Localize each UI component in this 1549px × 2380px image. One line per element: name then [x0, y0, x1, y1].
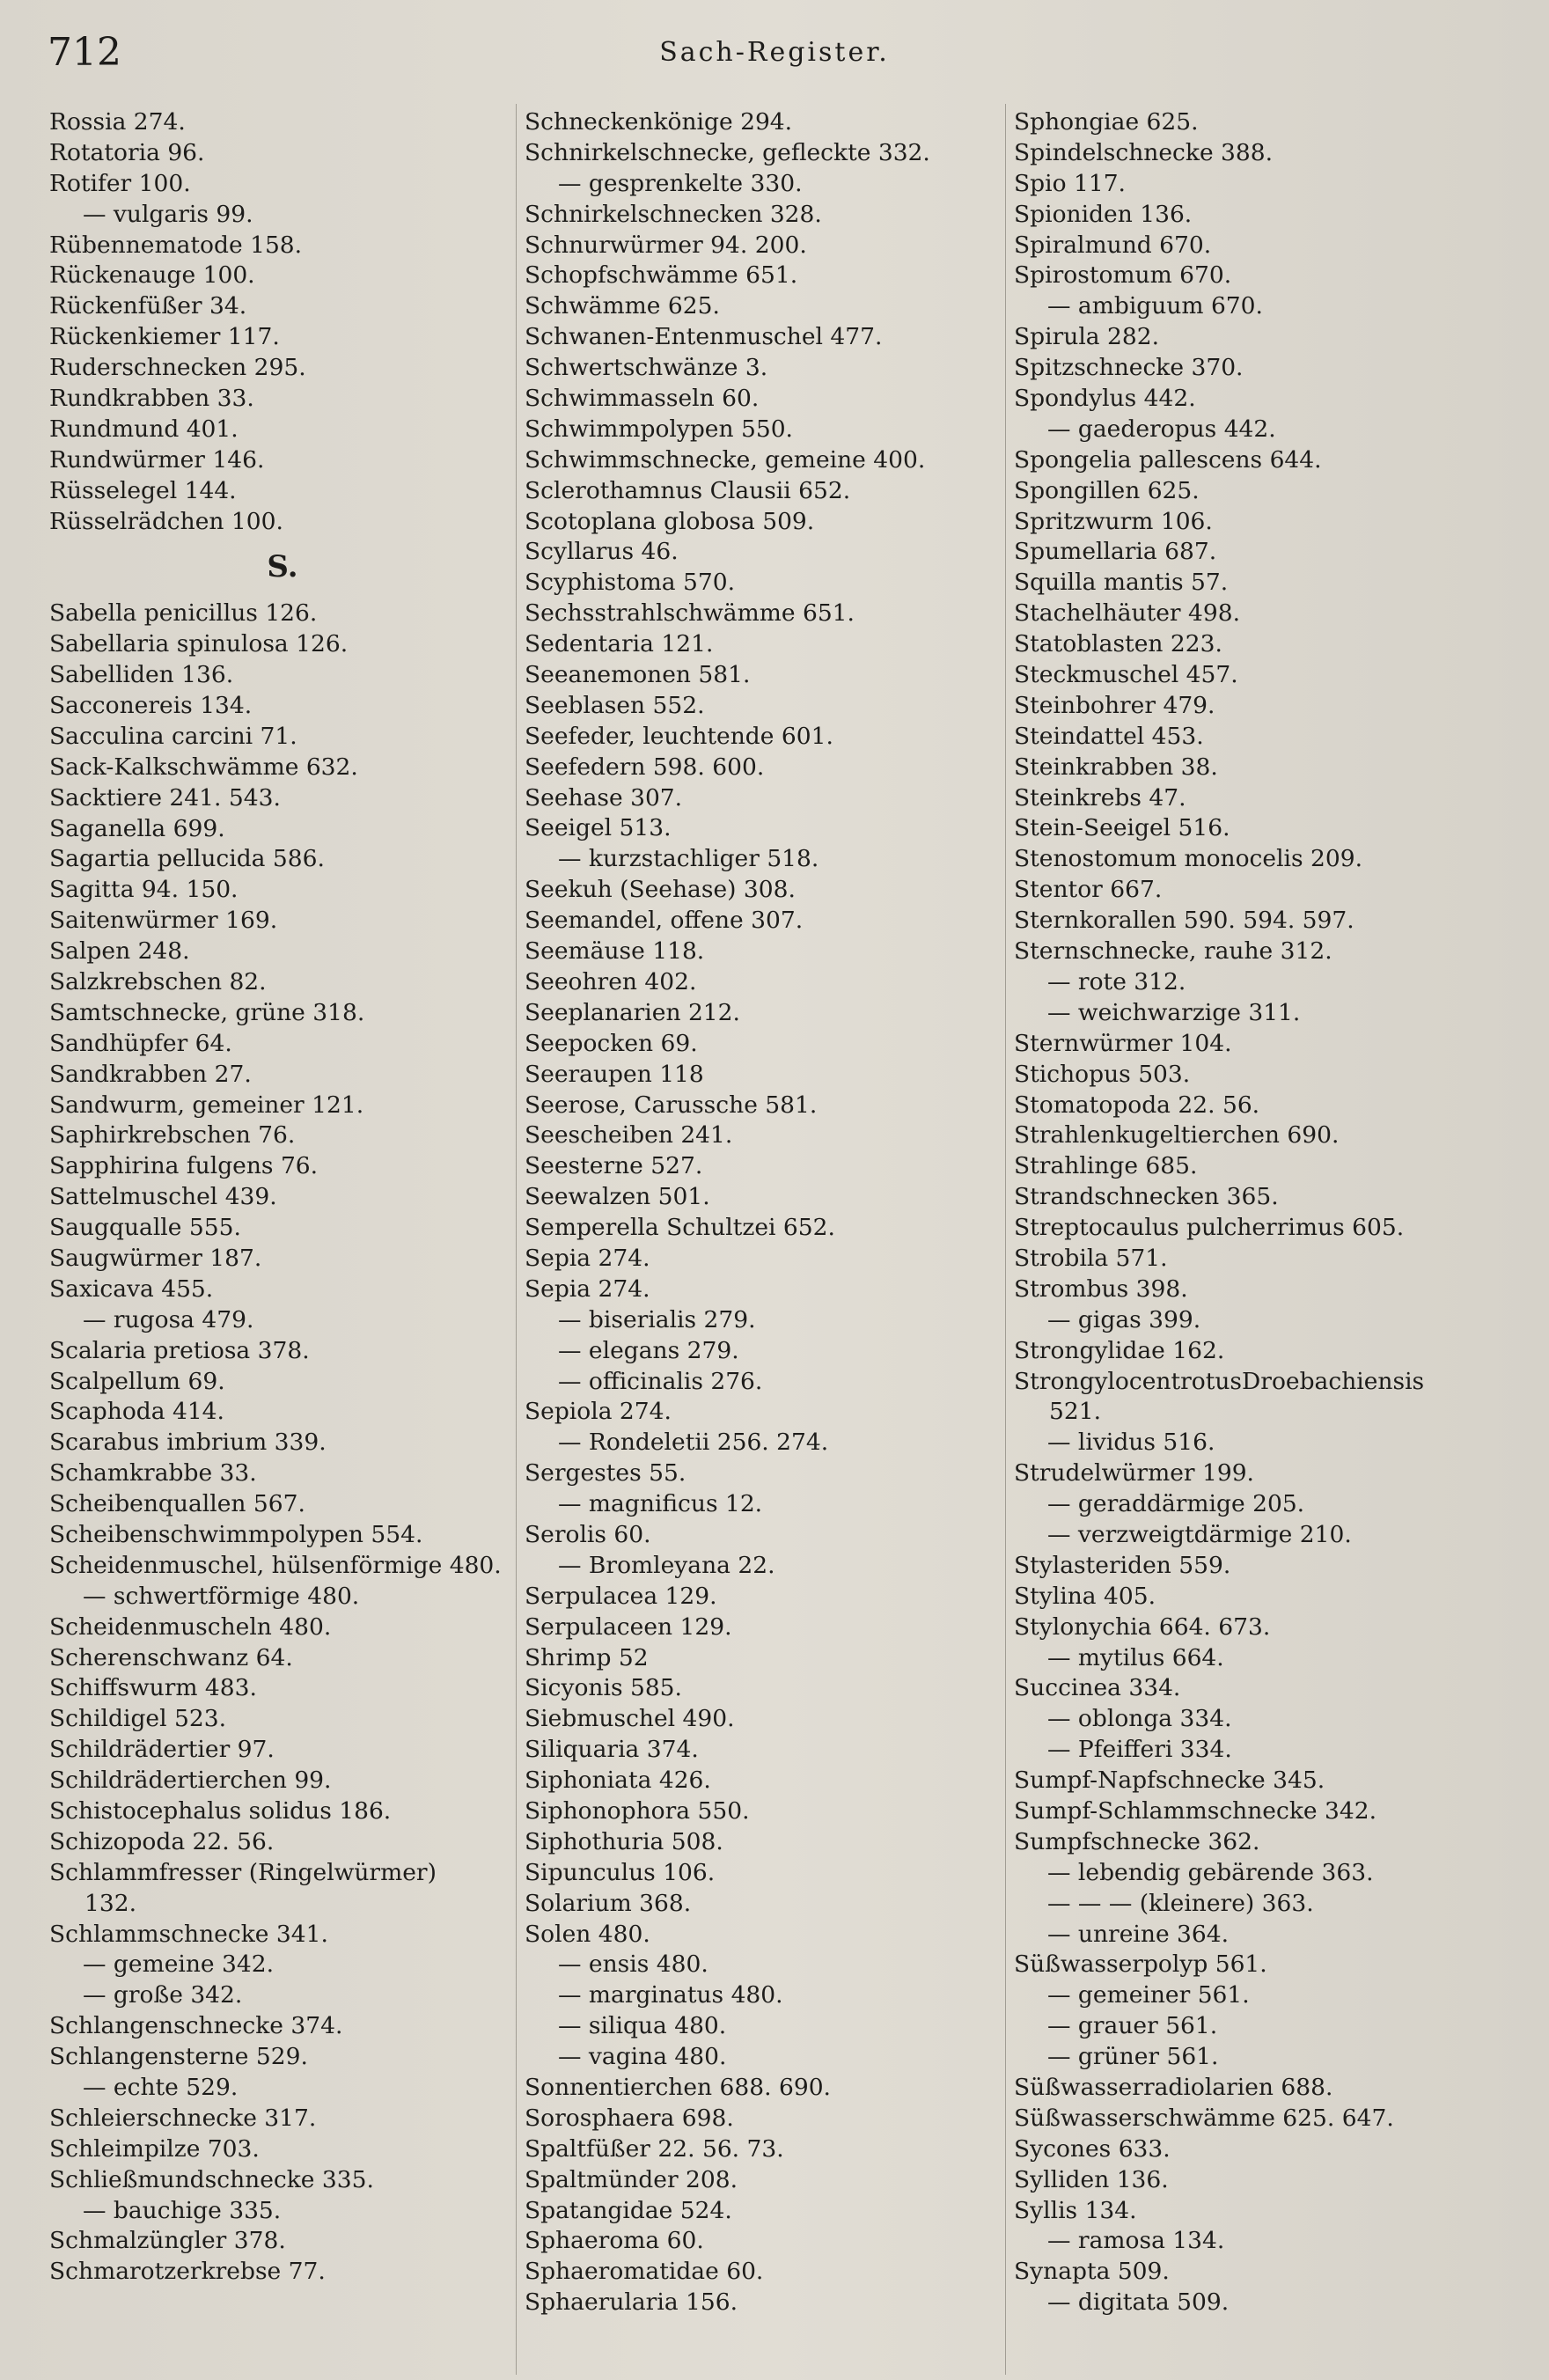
- index-entry: Seepocken 69.: [525, 1029, 698, 1057]
- index-entry: Rückenauge 100.: [49, 261, 255, 290]
- index-entry: Rotifer 100.: [49, 169, 191, 197]
- index-entry: Schildrädertierchen 99.: [49, 1767, 332, 1795]
- index-entry: Salzkrebschen 82.: [49, 967, 267, 995]
- index-entry: Seewalzen 501.: [525, 1183, 710, 1211]
- index-entry: Schlammschnecke 341.: [49, 1920, 328, 1948]
- index-entry: Siphonophora 550.: [525, 1796, 750, 1825]
- index-entry: Sumpf-Napfschnecke 345.: [1014, 1767, 1325, 1795]
- index-entry: — grüner 561.: [1047, 2043, 1219, 2071]
- index-entry: 521.: [1049, 1398, 1102, 1426]
- index-entry: Sagartia pellucida 586.: [49, 845, 325, 873]
- index-entry: Strahlenkugeltierchen 690.: [1014, 1121, 1340, 1150]
- index-entry: Sicyonis 585.: [525, 1674, 682, 1702]
- index-entry: — grauer 561.: [1047, 2012, 1218, 2040]
- index-entry: Strobila 571.: [1014, 1244, 1168, 1272]
- index-entry: Rübennematode 158.: [49, 231, 303, 259]
- index-entry: Rossia 274.: [49, 108, 186, 136]
- index-entry: — echte 529.: [83, 2074, 239, 2102]
- index-entry: Stylina 405.: [1014, 1582, 1156, 1610]
- index-entry: — schwertförmige 480.: [83, 1582, 360, 1610]
- index-entry: Saxicava 455.: [49, 1274, 214, 1303]
- index-entry: Salpen 248.: [49, 937, 190, 966]
- index-entry: Stichopus 503.: [1014, 1060, 1191, 1088]
- index-entry: Ruderschnecken 295.: [49, 354, 306, 382]
- index-entry: Strahlinge 685.: [1014, 1152, 1198, 1180]
- index-entry: Seehase 307.: [525, 783, 683, 812]
- index-entry: Statoblasten 223.: [1014, 630, 1222, 658]
- index-entry: — Pfeifferi 334.: [1047, 1736, 1232, 1764]
- running-head: Sach-Register.: [659, 37, 890, 68]
- index-entry: Seeraupen 118: [525, 1060, 704, 1088]
- index-entry: — große 342.: [83, 1981, 243, 2009]
- index-entry: — magnificus 12.: [558, 1490, 763, 1518]
- index-entry: — digitata 509.: [1047, 2288, 1230, 2317]
- index-entry: Seeanemonen 581.: [525, 661, 751, 689]
- index-entry: Sepia 274.: [525, 1244, 650, 1272]
- index-entry: Sattelmuschel 439.: [49, 1183, 277, 1211]
- index-entry: Sepiola 274.: [525, 1398, 672, 1426]
- index-entry: Schlangensterne 529.: [49, 2043, 308, 2071]
- index-entry: — officinalis 276.: [558, 1367, 763, 1395]
- index-entry: Spaltfüßer 22. 56. 73.: [525, 2134, 784, 2163]
- index-entry: Schwimmpolypen 550.: [525, 415, 793, 443]
- index-entry: Steinkrabben 38.: [1014, 753, 1218, 781]
- index-entry: Steinkrebs 47.: [1014, 783, 1186, 812]
- index-entry: Schistocephalus solidus 186.: [49, 1797, 392, 1825]
- index-entry: Seeigel 513.: [525, 814, 672, 842]
- page-number: 712: [48, 30, 121, 75]
- index-entry: — ambiguum 670.: [1047, 292, 1263, 320]
- index-entry: Schizopoda 22. 56.: [49, 1827, 275, 1855]
- index-entry: — weichwarzige 311.: [1047, 998, 1301, 1026]
- index-entry: Rüsselegel 144.: [49, 476, 237, 504]
- index-entry: Seemäuse 118.: [525, 937, 705, 966]
- index-entry: Seescheiben 241.: [525, 1121, 733, 1150]
- index-entry: — biserialis 279.: [558, 1305, 756, 1333]
- index-entry: — geraddärmige 205.: [1047, 1490, 1305, 1518]
- index-entry: Schmarotzerkrebse 77.: [49, 2258, 326, 2286]
- index-column-1: [49, 107, 516, 2288]
- index-entry: Serolis 60.: [525, 1520, 651, 1548]
- index-entry: Seesterne 527.: [525, 1152, 703, 1180]
- index-entry: — gigas 399.: [1047, 1305, 1201, 1333]
- index-entry: Spirula 282.: [1014, 323, 1160, 351]
- index-entry: Seerose, Carussche 581.: [525, 1091, 818, 1119]
- index-entry: Seekuh (Seehase) 308.: [525, 876, 796, 904]
- index-entry: Rückenfüßer 34.: [49, 292, 247, 320]
- index-entry: Samtschnecke, grüne 318.: [49, 998, 365, 1026]
- index-entry: Schiffswurm 483.: [49, 1674, 257, 1702]
- index-entry: Succinea 334.: [1014, 1674, 1181, 1702]
- index-entry: Scheibenschwimmpolypen 554.: [49, 1520, 423, 1548]
- index-entry: Sepia 274.: [525, 1274, 650, 1303]
- index-entry: — Bromleyana 22.: [558, 1551, 775, 1579]
- index-entry: Stomatopoda 22. 56.: [1014, 1091, 1260, 1119]
- index-entry: Stein-Seeigel 516.: [1014, 814, 1230, 842]
- index-entry: Schwimmasseln 60.: [525, 385, 760, 413]
- index-entry: Steckmuschel 457.: [1014, 661, 1238, 689]
- index-entry: Syllis 134.: [1014, 2196, 1137, 2224]
- index-entry: — gesprenkelte 330.: [558, 169, 803, 197]
- index-entry: — kurzstachliger 518.: [558, 845, 819, 873]
- index-entry: Seeblasen 552.: [525, 691, 705, 719]
- index-entry: Stylasteriden 559.: [1014, 1551, 1231, 1579]
- index-entry: Scheibenquallen 567.: [49, 1490, 305, 1518]
- index-entry: — vulgaris 99.: [83, 200, 253, 228]
- index-entry: — lividus 516.: [1047, 1429, 1215, 1457]
- index-entry: Spirostomum 670.: [1014, 261, 1232, 290]
- index-entry: Scheidenmuschel, hülsenförmige 480.: [49, 1551, 502, 1579]
- index-entry: StrongylocentrotusDroebachiensis: [1014, 1367, 1425, 1395]
- index-entry: Scheidenmuscheln 480.: [49, 1612, 332, 1641]
- index-entry: Spiralmund 670.: [1014, 231, 1212, 259]
- index-entry: 132.: [84, 1889, 137, 1917]
- index-entry: Seefeder, leuchtende 601.: [525, 722, 833, 750]
- index-entry: — Rondeletii 256. 274.: [558, 1429, 829, 1457]
- index-entry: Saphirkrebschen 76.: [49, 1121, 296, 1150]
- index-entry: — vagina 480.: [558, 2043, 727, 2071]
- index-entry: Sphongiae 625.: [1014, 108, 1199, 136]
- index-entry: Schneckenkönige 294.: [525, 108, 793, 136]
- index-entry: — ramosa 134.: [1047, 2227, 1225, 2255]
- index-entry: Scalpellum 69.: [49, 1367, 225, 1395]
- index-entry: — oblonga 334.: [1047, 1705, 1232, 1733]
- index-entry: Stentor 667.: [1014, 876, 1163, 904]
- index-entry: Saganella 699.: [49, 814, 225, 842]
- index-entry: — gaederopus 442.: [1047, 415, 1276, 443]
- index-entry: Sternschnecke, rauhe 312.: [1014, 937, 1332, 966]
- index-entry: Spritzwurm 106.: [1014, 507, 1213, 535]
- index-entry: Sandkrabben 27.: [49, 1060, 252, 1088]
- index-entry: Saitenwürmer 169.: [49, 907, 278, 935]
- index-entry: — elegans 279.: [558, 1336, 739, 1364]
- index-entry: Scyphistoma 570.: [525, 569, 736, 597]
- index-entry: Schlammfresser (Ringelwürmer): [49, 1858, 437, 1886]
- index-entry: Seemandel, offene 307.: [525, 907, 804, 935]
- index-entry: Sumpfschnecke 362.: [1014, 1827, 1260, 1855]
- index-entry: Schildrädertier 97.: [49, 1736, 275, 1764]
- index-entry: Siliquaria 374.: [525, 1736, 699, 1764]
- index-entry: Sabella penicillus 126.: [49, 599, 318, 628]
- index-entry: — — — (kleinere) 363.: [1047, 1889, 1314, 1917]
- index-entry: Schließmundschnecke 335.: [49, 2165, 374, 2193]
- index-entry: — gemeine 342.: [83, 1950, 275, 1979]
- index-entry: Sacktiere 241. 543.: [49, 783, 281, 812]
- index-entry: Sergestes 55.: [525, 1459, 686, 1488]
- index-entry: Shrimp 52: [525, 1643, 649, 1671]
- index-entry: Schopfschwämme 651.: [525, 261, 798, 290]
- index-entry: Saugqualle 555.: [49, 1214, 241, 1242]
- index-entry: Schwertschwänze 3.: [525, 354, 768, 382]
- index-entry: Spongelia pallescens 644.: [1014, 445, 1322, 474]
- index-entry: Sipunculus 106.: [525, 1858, 716, 1886]
- index-entry: Schleimpilze 703.: [49, 2134, 260, 2163]
- index-entry: Spaltmünder 208.: [525, 2165, 738, 2193]
- index-entry: Sorosphaera 698.: [525, 2104, 734, 2132]
- index-entry: Steindattel 453.: [1014, 722, 1204, 750]
- index-entry: Spongillen 625.: [1014, 476, 1200, 504]
- index-entry: Schwimmschnecke, gemeine 400.: [525, 445, 926, 474]
- index-entry: Scherenschwanz 64.: [49, 1643, 293, 1671]
- index-entry: Scyllarus 46.: [525, 538, 679, 566]
- index-entry: — rote 312.: [1047, 967, 1186, 995]
- index-entry: Semperella Schultzei 652.: [525, 1214, 835, 1242]
- index-entry: Scaphoda 414.: [49, 1398, 224, 1426]
- index-entry: Scotoplana globosa 509.: [525, 507, 815, 535]
- index-entry: Sechsstrahlschwämme 651.: [525, 599, 855, 628]
- index-entry: Sternkorallen 590. 594. 597.: [1014, 907, 1354, 935]
- index-entry: Schamkrabbe 33.: [49, 1459, 257, 1488]
- index-entry: Sabelliden 136.: [49, 661, 234, 689]
- index-entry: Synapta 509.: [1014, 2258, 1170, 2286]
- index-entry: Sternwürmer 104.: [1014, 1029, 1232, 1057]
- index-entry: — siliqua 480.: [558, 2012, 727, 2040]
- index-entry: Squilla mantis 57.: [1014, 569, 1229, 597]
- index-entry: Serpulaceen 129.: [525, 1612, 732, 1641]
- index-entry: Strongylidae 162.: [1014, 1336, 1225, 1364]
- index-entry: — mytilus 664.: [1047, 1643, 1224, 1671]
- index-entry: — verzweigtdärmige 210.: [1047, 1520, 1352, 1548]
- index-entry: Schnurwürmer 94. 200.: [525, 231, 807, 259]
- index-entry: Solarium 368.: [525, 1889, 692, 1917]
- index-entry: — gemeiner 561.: [1047, 1981, 1250, 2009]
- index-entry: Schwanen-Entenmuschel 477.: [525, 323, 883, 351]
- column-rule: [516, 104, 517, 2375]
- index-entry: Stachelhäuter 498.: [1014, 599, 1241, 628]
- index-entry: Schlangenschnecke 374.: [49, 2012, 343, 2040]
- index-entry: Sclerothamnus Clausii 652.: [525, 476, 851, 504]
- index-entry: Rundmund 401.: [49, 415, 239, 443]
- index-entry: Siphoniata 426.: [525, 1767, 711, 1795]
- index-entry: Schwämme 625.: [525, 292, 720, 320]
- index-entry: Spumellaria 687.: [1014, 538, 1217, 566]
- index-entry: Sandhüpfer 64.: [49, 1029, 232, 1057]
- index-entry: — lebendig gebärende 363.: [1047, 1858, 1374, 1886]
- index-entry: Sapphirina fulgens 76.: [49, 1152, 319, 1180]
- index-entry: Streptocaulus pulcherrimus 605.: [1014, 1214, 1405, 1242]
- index-entry: Rückenkiemer 117.: [49, 323, 280, 351]
- index-entry: Sycones 633.: [1014, 2134, 1171, 2163]
- index-entry: Seefedern 598. 600.: [525, 753, 765, 781]
- index-entry: Strudelwürmer 199.: [1014, 1459, 1254, 1488]
- index-entry: Spio 117.: [1014, 169, 1126, 197]
- index-entry: Sumpf-Schlammschnecke 342.: [1014, 1796, 1376, 1825]
- index-entry: Schildigel 523.: [49, 1705, 227, 1733]
- index-entry: — unreine 364.: [1047, 1920, 1230, 1948]
- index-entry: Schnirkelschnecken 328.: [525, 200, 822, 228]
- index-entry: Rotatoria 96.: [49, 138, 205, 166]
- index-entry: Spindelschnecke 388.: [1014, 138, 1274, 166]
- index-entry: Rundkrabben 33.: [49, 385, 254, 413]
- index-entry: Sack-Kalkschwämme 632.: [49, 753, 358, 781]
- index-entry: Rüsselrädchen 100.: [49, 507, 283, 535]
- index-entry: Seeplanarien 212.: [525, 998, 740, 1026]
- index-entry: Sphaeromatidae 60.: [525, 2258, 764, 2286]
- index-entry: Süßwasserschwämme 625. 647.: [1014, 2104, 1394, 2132]
- section-letter: S.: [267, 549, 298, 585]
- index-entry: Sacculina carcini 71.: [49, 722, 297, 750]
- index-entry: — ensis 480.: [558, 1950, 708, 1979]
- index-entry: Steinbohrer 479.: [1014, 691, 1215, 719]
- index-entry: — rugosa 479.: [83, 1305, 254, 1333]
- index-entry: Solen 480.: [525, 1920, 650, 1948]
- index-entry: Serpulacea 129.: [525, 1582, 717, 1610]
- index-entry: Siebmuschel 490.: [525, 1705, 735, 1733]
- index-entry: Sphaerularia 156.: [525, 2288, 738, 2317]
- index-entry: Scalaria pretiosa 378.: [49, 1336, 310, 1364]
- index-entry: Spitzschnecke 370.: [1014, 354, 1244, 382]
- index-entry: Sagitta 94. 150.: [49, 876, 239, 904]
- index-entry: Stylonychia 664. 673.: [1014, 1612, 1271, 1641]
- index-entry: Sonnentierchen 688. 690.: [525, 2074, 831, 2101]
- index-entry: Sacconereis 134.: [49, 691, 253, 719]
- index-entry: Seeohren 402.: [525, 967, 697, 995]
- index-entry: Süßwasserradiolarien 688.: [1014, 2074, 1333, 2101]
- index-entry: Stenostomum monocelis 209.: [1014, 845, 1363, 873]
- index-entry: Schmalzüngler 378.: [49, 2227, 286, 2255]
- column-rule: [1005, 104, 1006, 2375]
- index-entry: Rundwürmer 146.: [49, 445, 265, 474]
- index-entry: — bauchige 335.: [83, 2196, 282, 2224]
- index-entry: Saugwürmer 187.: [49, 1244, 262, 1272]
- index-entry: Strandschnecken 365.: [1014, 1183, 1279, 1211]
- index-entry: Sylliden 136.: [1014, 2165, 1169, 2193]
- index-entry: Schleierschnecke 317.: [49, 2104, 317, 2132]
- index-entry: Sabellaria spinulosa 126.: [49, 630, 349, 658]
- index-entry: Siphothuria 508.: [525, 1827, 723, 1855]
- index-column-2: [525, 107, 1000, 2318]
- index-entry: Strombus 398.: [1014, 1274, 1188, 1303]
- index-entry: Sphaeroma 60.: [525, 2227, 704, 2255]
- index-entry: Sandwurm, gemeiner 121.: [49, 1091, 364, 1119]
- index-entry: Scarabus imbrium 339.: [49, 1429, 327, 1457]
- index-entry: Spioniden 136.: [1014, 200, 1193, 228]
- index-entry: Spatangidae 524.: [525, 2196, 732, 2224]
- index-entry: — marginatus 480.: [558, 1981, 783, 2009]
- index-entry: Süßwasserpolyp 561.: [1014, 1950, 1267, 1979]
- index-entry: Sedentaria 121.: [525, 630, 714, 658]
- index-entry: Schnirkelschnecke, gefleckte 332.: [525, 138, 930, 166]
- index-column-3: [1014, 107, 1507, 2318]
- index-entry: Spondylus 442.: [1014, 385, 1196, 413]
